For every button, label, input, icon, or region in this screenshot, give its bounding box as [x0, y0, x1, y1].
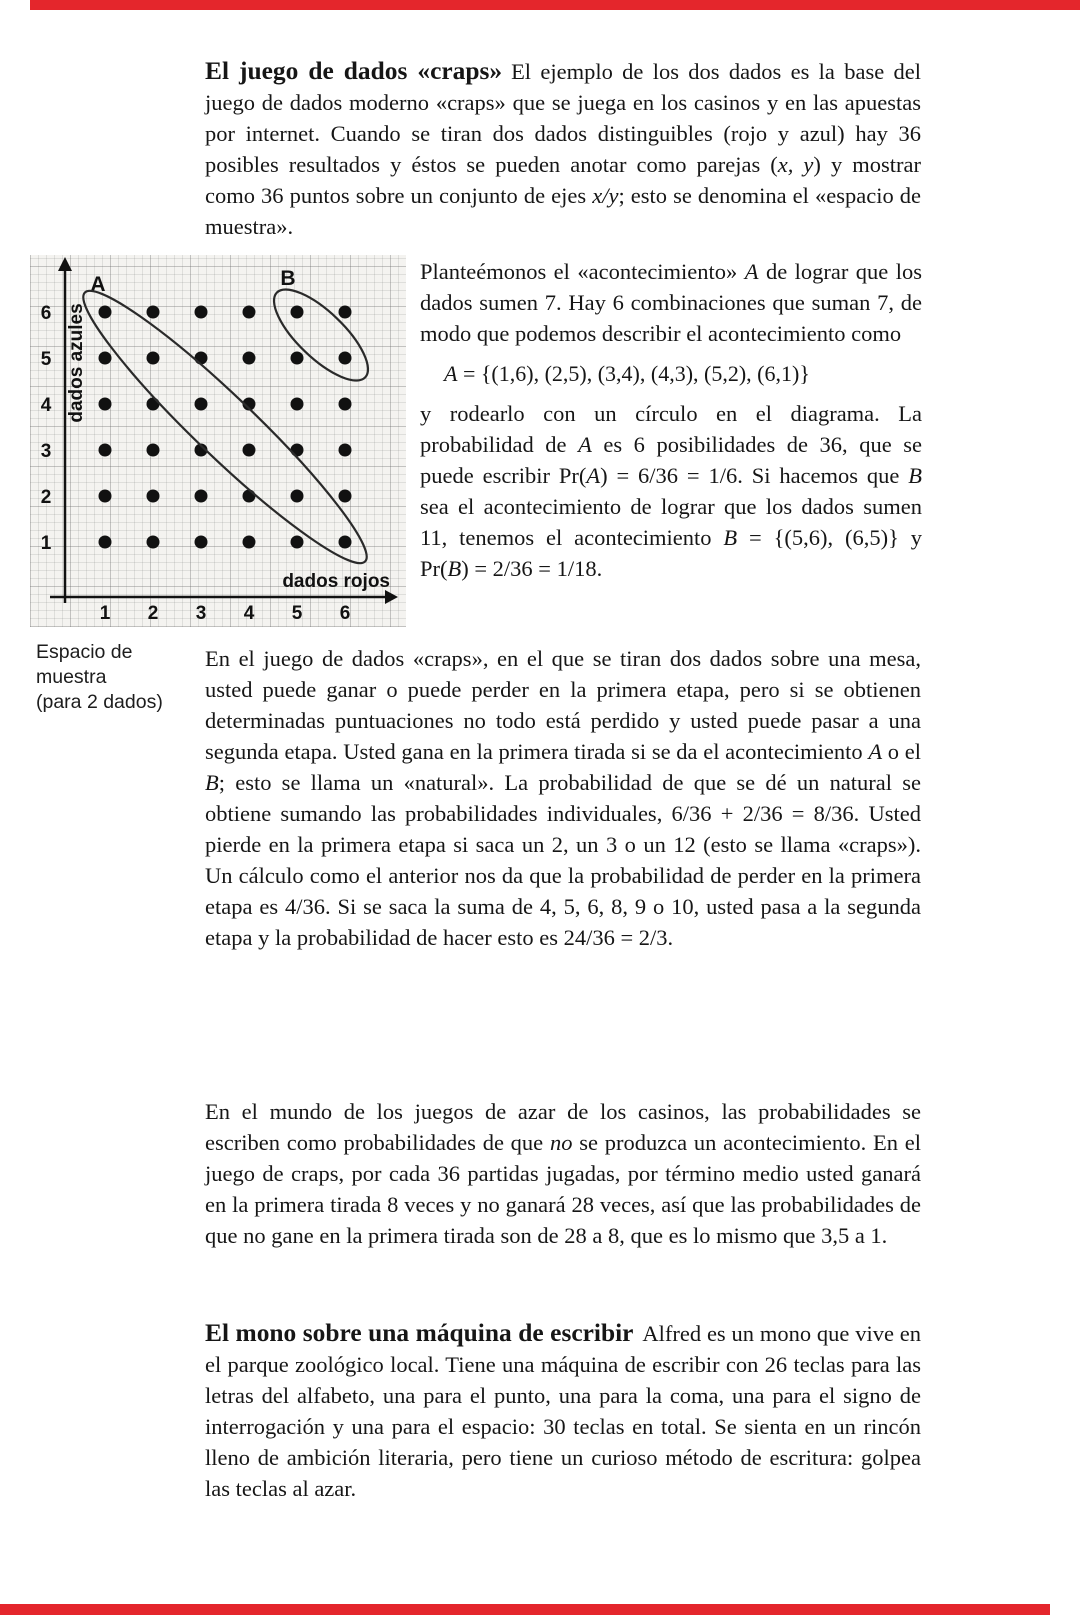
text-segment: A: [578, 432, 592, 457]
paragraph-craps-intro: [205, 56, 921, 242]
text-segment: ; esto se llama un «natural». La probabilidad de que se dé un natural se obtiene sumando las probabilidades individuales, 6/36 + 2/36 = 8/36. Usted pierde en la primera etapa si saca un 2, un 3 o un 12 (esto se llama «craps»). Un cálculo como el anterior nos da que la probabilidad de perder en la primera etapa es 4/36. Si se saca la suma de 4, 5, 6, 8, 9 o 10, usted pasa a la segunda etapa y la probabilidad de hacer esto es 24/36 = 2/3.: [205, 770, 921, 950]
sample-point: [291, 352, 304, 365]
event-a-label: A: [90, 273, 106, 296]
y-axis-arrow-icon: [58, 257, 72, 271]
sample-point: [195, 490, 208, 503]
paragraph-game-rules: [205, 643, 921, 953]
right-text-column: [420, 256, 922, 584]
sample-point: [291, 306, 304, 319]
sample-point: [195, 352, 208, 365]
sample-point: [291, 398, 304, 411]
x-tick-label: 6: [339, 603, 351, 624]
bottom-accent-bar: [0, 1604, 1050, 1615]
text-segment: x/y: [592, 183, 619, 208]
text-segment: es 6 posibilidades de 36, que se puede escribir Pr(: [420, 432, 922, 488]
text-segment: Planteémonos el «acontecimiento»: [420, 259, 745, 284]
y-tick-label: 6: [40, 303, 52, 324]
sample-point: [339, 444, 352, 457]
text-segment: B: [908, 463, 922, 488]
sample-point: [195, 398, 208, 411]
sample-point: [99, 352, 112, 365]
x-tick-label: 2: [147, 603, 159, 624]
sample-point: [339, 398, 352, 411]
sample-point: [147, 306, 160, 319]
event-ellipse-b: [261, 276, 381, 394]
sample-point: [243, 490, 256, 503]
y-tick-label: 3: [40, 441, 52, 462]
text-segment: ) = 6/36 = 1/6. Si hacemos que: [600, 463, 909, 488]
paragraph-probability: [420, 398, 922, 584]
sample-point: [339, 352, 352, 365]
sample-point: [99, 306, 112, 319]
sample-point: [147, 490, 160, 503]
y-tick-label: 2: [40, 487, 52, 508]
paragraph-casino-odds: [205, 1096, 921, 1251]
paragraph-event-a: [420, 256, 922, 349]
x-tick-label: 1: [99, 603, 111, 624]
text-segment: B: [447, 556, 462, 581]
text-segment: En el juego de dados «craps», en el que se tiran dos dados sobre una mesa, usted puede ganar o puede perder en la primera etapa, pero si se obtienen determinadas puntuaciones no todo está perdido y usted puede pasar a una segunda etapa. Usted gana en la primera tirada si se da el acontecimiento: [205, 646, 921, 764]
sample-point: [147, 352, 160, 365]
text-segment: Alfred es un mono que vive en el parque zoológico local. Tiene una máquina de escribir con 26 teclas para las letras del alfabeto, una para el punto, una para la coma, una para el signo de interrogación y una para el espacio: 30 teclas en total. Se sienta en un rincón lleno de ambición literaria, pero tiene un curioso método de escritura: golpea las teclas al azar.: [205, 1321, 921, 1501]
sample-point: [147, 444, 160, 457]
text-segment: = {(5,6), (6,5)} y Pr(: [420, 525, 922, 581]
top-accent-bar: [30, 0, 1080, 10]
text-segment: En el mundo de los juegos de azar de los casinos, las probabilidades se escriben como probabilidades de que: [205, 1099, 921, 1155]
sample-point: [195, 306, 208, 319]
run-in-heading: El mono sobre una máquina de escribir: [205, 1319, 634, 1347]
sample-point: [339, 536, 352, 549]
figure-caption: [36, 640, 204, 715]
sample-point: [243, 536, 256, 549]
text-segment: sea el acontecimiento de lograr que los dados sumen 11, tenemos el acontecimiento: [420, 494, 922, 550]
text-segment: x, y: [777, 152, 814, 177]
y-tick-label: 5: [40, 349, 52, 370]
text-segment: se produzca un acontecimiento. En el juego de craps, por cada 36 partidas jugadas, por término medio usted ganará en la primera tirada 8 veces y no ganará 28 veces, así que las probabilidades de que no gane en la primera tirada son de 28 a 8, que es lo mismo que 3,5 a 1.: [205, 1130, 921, 1248]
text-segment: A: [444, 361, 458, 386]
y-tick-label: 4: [40, 395, 52, 416]
sample-point: [291, 444, 304, 457]
text-segment: o el: [882, 739, 921, 764]
paragraph-monkey: [205, 1318, 921, 1504]
sample-space-figure: [30, 255, 406, 627]
x-axis-label: dados rojos: [282, 571, 390, 592]
sample-point: [99, 536, 112, 549]
text-segment: A: [868, 739, 883, 764]
text-segment: de lograr que los dados sumen 7. Hay 6 combinaciones que suman 7, de modo que podemos describir el acontecimiento como: [420, 259, 922, 346]
text-segment: El ejemplo de los dos dados es la base del juego de dados moderno «craps» que se juega en los casinos y en las apuestas por internet. Cuando se tiran dos dados distinguibles (rojo y azul) hay 36 posibles resultados y éstos se pueden anotar como parejas (: [205, 59, 921, 177]
x-tick-label: 3: [195, 603, 207, 624]
sample-point: [195, 536, 208, 549]
run-in-heading: El juego de dados «craps»: [205, 57, 503, 85]
sample-point: [339, 306, 352, 319]
sample-point: [243, 306, 256, 319]
sample-point: [339, 490, 352, 503]
sample-point: [291, 490, 304, 503]
sample-space-chart: [30, 255, 406, 627]
text-segment: ) y mostrar como 36 puntos sobre un conjunto de ejes: [205, 152, 921, 208]
formula-event-a: [420, 349, 922, 398]
x-tick-label: 5: [291, 603, 303, 624]
text-segment: A: [744, 259, 759, 284]
text-segment: = {(1,6), (2,5), (3,4), (4,3), (5,2), (6,1)}: [457, 361, 810, 386]
text-segment: B: [723, 525, 738, 550]
figure-caption-line: (para 2 dados): [36, 691, 163, 713]
sample-point: [243, 352, 256, 365]
y-tick-label: 1: [40, 533, 52, 554]
text-segment: ; esto se denomina el «espacio de muestra».: [205, 183, 922, 239]
sample-point: [147, 536, 160, 549]
sample-point: [147, 398, 160, 411]
text-segment: no: [549, 1130, 573, 1155]
sample-point: [99, 444, 112, 457]
text-segment: ) = 2/36 = 1/18.: [461, 556, 603, 581]
text-segment: A: [586, 463, 601, 488]
figure-caption-line: Espacio de: [36, 641, 133, 663]
y-axis-label: dados azules: [66, 303, 87, 423]
sample-point: [243, 444, 256, 457]
sample-point: [99, 490, 112, 503]
text-segment: y rodearlo con un círculo en el diagrama. La probabilidad de: [420, 401, 922, 457]
sample-point: [291, 536, 304, 549]
event-b-label: B: [280, 267, 296, 290]
figure-caption-line: muestra: [36, 666, 107, 688]
x-tick-label: 4: [243, 603, 255, 624]
sample-point: [99, 398, 112, 411]
x-axis-arrow-icon: [385, 590, 398, 604]
text-segment: B: [205, 770, 219, 795]
